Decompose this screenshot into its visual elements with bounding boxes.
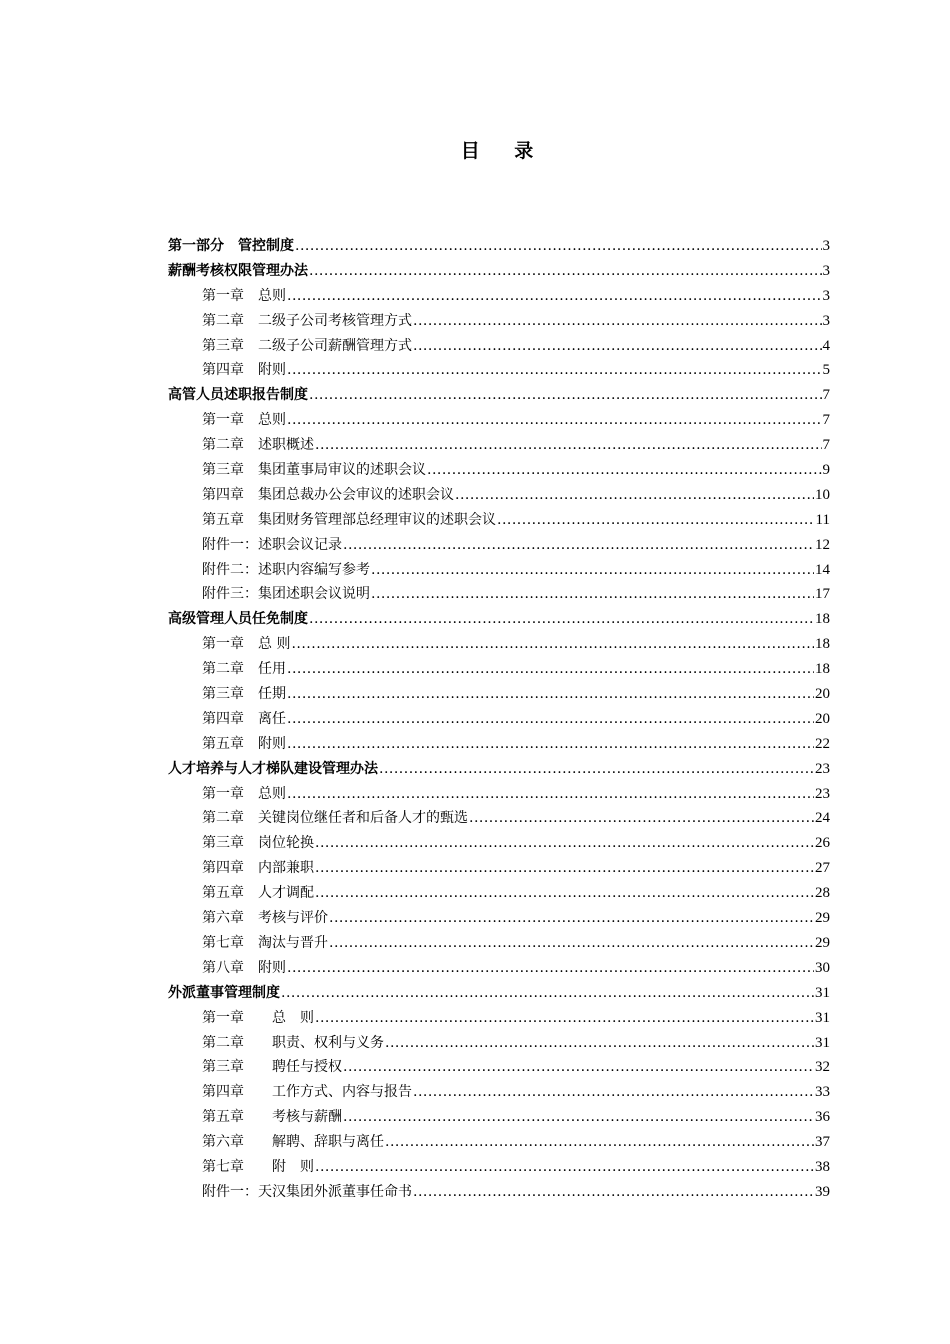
toc-chapter-entry[interactable] — [168, 1181, 830, 1206]
toc-dot-leader — [315, 885, 814, 901]
toc-entry-title: 附件一：述职会议记录 — [202, 536, 342, 553]
toc-dot-leader — [343, 1109, 814, 1125]
toc-entry-title: 第三章 任期 — [202, 686, 286, 703]
toc-chapter-entry[interactable] — [168, 932, 830, 957]
toc-dot-leader — [379, 761, 814, 777]
toc-title: 目 录 — [460, 140, 548, 162]
toc-entry-title: 第一章 总则 — [202, 287, 286, 304]
toc-dot-leader — [315, 437, 822, 453]
toc-chapter-entry[interactable] — [168, 708, 830, 733]
toc-chapter-entry[interactable] — [168, 957, 830, 982]
toc-dot-leader — [329, 910, 814, 926]
toc-dot-leader — [287, 412, 822, 428]
toc-page-number: 17 — [815, 586, 830, 603]
toc-dot-leader — [309, 263, 822, 279]
toc-chapter-entry[interactable] — [168, 658, 830, 683]
toc-dot-leader — [371, 586, 814, 602]
toc-page-number: 26 — [815, 835, 830, 852]
toc-page-number: 24 — [815, 810, 830, 827]
toc-dot-leader — [315, 1010, 814, 1026]
toc-dot-leader — [309, 611, 814, 627]
toc-entry-title: 第八章 附则 — [202, 959, 286, 976]
toc-entry-title: 高级管理人员任免制度 — [168, 611, 308, 628]
toc-dot-leader — [385, 1035, 814, 1051]
toc-entry-title: 第一章 总则 — [202, 785, 286, 802]
toc-chapter-entry[interactable] — [168, 683, 830, 708]
toc-dot-leader — [497, 512, 815, 528]
toc-page-number: 38 — [815, 1158, 830, 1175]
toc-page-number: 11 — [815, 511, 830, 528]
toc-entry-title: 第六章 考核与评价 — [202, 910, 328, 927]
toc-dot-leader — [413, 313, 822, 329]
toc-section-entry[interactable] — [168, 608, 830, 633]
toc-dot-leader — [343, 537, 814, 553]
toc-page-number: 4 — [822, 337, 830, 354]
toc-dot-leader — [413, 1084, 814, 1100]
toc-page-number: 22 — [815, 735, 830, 752]
toc-chapter-entry[interactable] — [168, 1056, 830, 1081]
toc-page-number: 31 — [815, 1009, 830, 1026]
toc-entry-title: 第三章 聘任与授权 — [202, 1059, 342, 1076]
toc-entry-title: 第二章 二级子公司考核管理方式 — [202, 312, 412, 329]
toc-dot-leader — [315, 860, 814, 876]
toc-page-number: 14 — [815, 561, 830, 578]
toc-entry-title: 第七章 淘汰与晋升 — [202, 934, 328, 951]
toc-section-entry[interactable] — [168, 384, 830, 409]
toc-dot-leader — [385, 1134, 814, 1150]
toc-page-number: 7 — [822, 437, 830, 454]
toc-dot-leader — [427, 462, 822, 478]
toc-chapter-entry[interactable] — [168, 359, 830, 384]
toc-entry-title: 第五章 附则 — [202, 735, 286, 752]
toc-dot-leader — [295, 238, 822, 254]
toc-chapter-entry[interactable] — [168, 1007, 830, 1032]
toc-dot-leader — [287, 686, 814, 702]
toc-chapter-entry[interactable] — [168, 807, 830, 832]
toc-page-number: 3 — [822, 238, 830, 254]
toc-chapter-entry[interactable] — [168, 783, 830, 808]
toc-page-number: 31 — [815, 984, 830, 1001]
toc-entry-title: 第二章 任用 — [202, 661, 286, 678]
toc-dot-leader — [281, 985, 814, 1001]
toc-page-number: 29 — [815, 934, 830, 951]
toc-dot-leader — [371, 562, 814, 578]
toc-page-number: 28 — [815, 885, 830, 902]
toc-part-entry[interactable] — [168, 235, 830, 260]
toc-entry-title: 附件三：集团述职会议说明 — [202, 586, 370, 603]
toc-entry-title: 第六章 解聘、辞职与离任 — [202, 1134, 384, 1151]
toc-chapter-entry[interactable] — [168, 832, 830, 857]
toc-page-number: 30 — [815, 959, 830, 976]
toc-dot-leader — [291, 636, 814, 652]
toc-entry-title: 第四章 离任 — [202, 710, 286, 727]
table-of-contents — [168, 235, 830, 1206]
toc-chapter-entry[interactable] — [168, 733, 830, 758]
toc-page-number: 39 — [815, 1183, 830, 1200]
toc-entry-title: 人才培养与人才梯队建设管理办法 — [168, 760, 378, 777]
toc-page-number: 3 — [822, 312, 830, 329]
toc-entry-title: 第一章 总 则 — [202, 1009, 314, 1026]
toc-entry-title: 第五章 人才调配 — [202, 885, 314, 902]
toc-entry-title: 第一章 总 则 — [202, 636, 291, 653]
toc-dot-leader — [309, 387, 822, 403]
toc-entry-title: 第一部分 管控制度 — [168, 238, 294, 254]
toc-entry-title: 外派董事管理制度 — [168, 984, 280, 1001]
toc-page-number: 7 — [822, 387, 830, 404]
toc-dot-leader — [413, 1184, 814, 1200]
toc-page-number: 20 — [815, 686, 830, 703]
toc-dot-leader — [287, 288, 822, 304]
toc-page-number: 36 — [815, 1109, 830, 1126]
toc-page-number: 23 — [815, 760, 830, 777]
toc-dot-leader — [469, 810, 814, 826]
toc-chapter-entry[interactable] — [168, 434, 830, 459]
toc-chapter-entry[interactable] — [168, 882, 830, 907]
toc-chapter-entry[interactable] — [168, 1081, 830, 1106]
toc-entry-title: 第二章 述职概述 — [202, 437, 314, 454]
toc-entry-title: 附件一：天汉集团外派董事任命书 — [202, 1183, 412, 1200]
toc-chapter-entry[interactable] — [168, 534, 830, 559]
toc-dot-leader — [287, 786, 814, 802]
toc-page-number: 33 — [815, 1084, 830, 1101]
toc-page-number: 18 — [815, 611, 830, 628]
toc-page-number: 18 — [815, 661, 830, 678]
toc-page-number: 23 — [815, 785, 830, 802]
toc-page-number: 9 — [822, 462, 830, 479]
toc-page-number: 20 — [815, 710, 830, 727]
toc-entry-title: 第三章 集团董事局审议的述职会议 — [202, 462, 426, 479]
toc-dot-leader — [315, 835, 814, 851]
toc-entry-title: 第二章 职责、权利与义务 — [202, 1034, 384, 1051]
toc-entry-title: 第五章 集团财务管理部总经理审议的述职会议 — [202, 511, 496, 528]
toc-chapter-entry[interactable] — [168, 583, 830, 608]
toc-page-number: 29 — [815, 910, 830, 927]
toc-page-number: 7 — [822, 412, 830, 429]
toc-dot-leader — [287, 661, 814, 677]
toc-page-number: 18 — [815, 636, 830, 653]
toc-chapter-entry[interactable] — [168, 285, 830, 310]
toc-chapter-entry[interactable] — [168, 1131, 830, 1156]
toc-entry-title: 第五章 考核与薪酬 — [202, 1109, 342, 1126]
toc-chapter-entry[interactable] — [168, 1032, 830, 1057]
toc-dot-leader — [287, 736, 814, 752]
toc-page-number: 10 — [815, 486, 830, 503]
toc-entry-title: 第一章 总则 — [202, 412, 286, 429]
toc-page-number: 12 — [815, 536, 830, 553]
toc-page-number: 3 — [822, 262, 830, 279]
toc-dot-leader — [287, 362, 822, 378]
toc-entry-title: 第七章 附 则 — [202, 1158, 314, 1175]
toc-chapter-entry[interactable] — [168, 633, 830, 658]
toc-page-number: 31 — [815, 1034, 830, 1051]
toc-chapter-entry[interactable] — [168, 459, 830, 484]
toc-entry-title: 高管人员述职报告制度 — [168, 387, 308, 404]
toc-dot-leader — [287, 960, 814, 976]
toc-dot-leader — [329, 935, 814, 951]
toc-section-entry[interactable] — [168, 758, 830, 783]
toc-entry-title: 第四章 集团总裁办公会审议的述职会议 — [202, 486, 454, 503]
toc-section-entry[interactable] — [168, 982, 830, 1007]
toc-chapter-entry[interactable] — [168, 1106, 830, 1131]
toc-entry-title: 第二章 关键岗位继任者和后备人才的甄选 — [202, 810, 468, 827]
toc-chapter-entry[interactable] — [168, 310, 830, 335]
toc-page-number: 27 — [815, 860, 830, 877]
toc-entry-title: 第三章 二级子公司薪酬管理方式 — [202, 337, 412, 354]
toc-section-entry[interactable] — [168, 260, 830, 285]
toc-page-number: 37 — [815, 1134, 830, 1151]
toc-entry-title: 薪酬考核权限管理办法 — [168, 262, 308, 279]
toc-entry-title: 第四章 内部兼职 — [202, 860, 314, 877]
toc-dot-leader — [455, 487, 814, 503]
toc-dot-leader — [315, 1159, 814, 1175]
toc-entry-title: 第三章 岗位轮换 — [202, 835, 314, 852]
toc-chapter-entry[interactable] — [168, 409, 830, 434]
toc-dot-leader — [343, 1059, 814, 1075]
toc-chapter-entry[interactable] — [168, 559, 830, 584]
toc-chapter-entry[interactable] — [168, 335, 830, 360]
toc-page-number: 3 — [822, 287, 830, 304]
toc-entry-title: 附件二：述职内容编写参考 — [202, 561, 370, 578]
toc-page-number: 32 — [815, 1059, 830, 1076]
toc-dot-leader — [413, 338, 822, 354]
toc-dot-leader — [287, 711, 814, 727]
toc-chapter-entry[interactable] — [168, 484, 830, 509]
toc-page-number: 5 — [822, 362, 830, 379]
toc-chapter-entry[interactable] — [168, 1156, 830, 1181]
toc-chapter-entry[interactable] — [168, 907, 830, 932]
toc-entry-title: 第四章 附则 — [202, 362, 286, 379]
toc-chapter-entry[interactable] — [168, 509, 830, 534]
toc-chapter-entry[interactable] — [168, 857, 830, 882]
toc-entry-title: 第四章 工作方式、内容与报告 — [202, 1084, 412, 1101]
